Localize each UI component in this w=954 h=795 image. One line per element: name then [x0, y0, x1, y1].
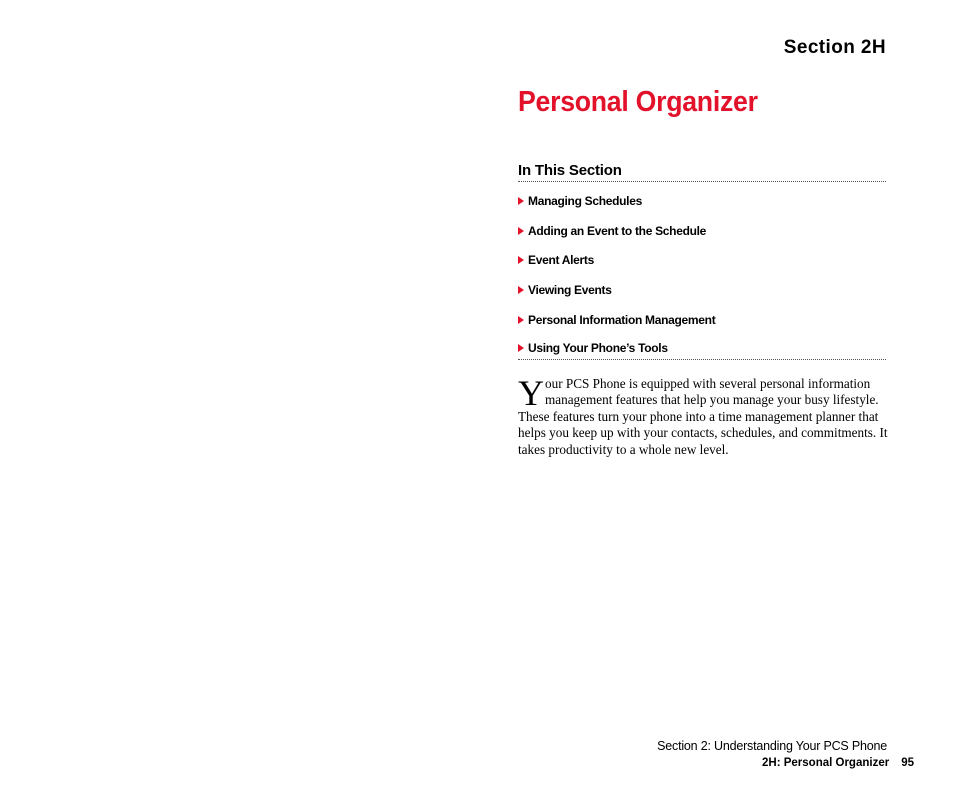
triangle-bullet-icon [518, 256, 524, 264]
toc-item-pim[interactable] [518, 305, 886, 335]
toc-item-managing-schedules[interactable] [518, 186, 886, 216]
toc-item-viewing-events[interactable] [518, 275, 886, 305]
page-number: 95 [901, 757, 914, 769]
drop-cap: Y [518, 373, 544, 413]
footer-section: 2H: Personal Organizer [762, 757, 890, 769]
section-label: Section 2H [783, 37, 886, 58]
intro-paragraph [518, 373, 888, 458]
toc-item-label: Managing Schedules [528, 193, 642, 208]
in-this-section-heading: In This Section [518, 162, 886, 182]
toc-item-phone-tools[interactable] [518, 337, 886, 359]
triangle-bullet-icon [518, 344, 524, 352]
intro-text: our PCS Phone is equipped with several personal information management features that help you manage your busy lifestyle. These features turn your phone into a time management planner that helps you keep up with your contacts, schedules, and commitments. It takes productivity to a whole new level. [518, 376, 888, 457]
triangle-bullet-icon [518, 316, 524, 324]
triangle-bullet-icon [518, 197, 524, 205]
toc-item-label: Using Your Phone’s Tools [528, 340, 668, 355]
toc-item-label: Viewing Events [528, 283, 612, 298]
page-title: Personal Organizer [518, 86, 758, 118]
footer-running-head [762, 757, 914, 769]
toc-item-label: Event Alerts [528, 253, 594, 268]
toc-item-event-alerts[interactable] [518, 246, 886, 276]
in-this-section-box [518, 162, 886, 360]
triangle-bullet-icon [518, 286, 524, 294]
toc-item-label: Adding an Event to the Schedule [528, 223, 707, 238]
toc-item-adding-event[interactable] [518, 216, 886, 246]
toc-list [518, 186, 886, 360]
toc-item-label: Personal Information Management [528, 313, 716, 328]
footer-chapter: Section 2: Understanding Your PCS Phone [657, 739, 887, 753]
triangle-bullet-icon [518, 227, 524, 235]
